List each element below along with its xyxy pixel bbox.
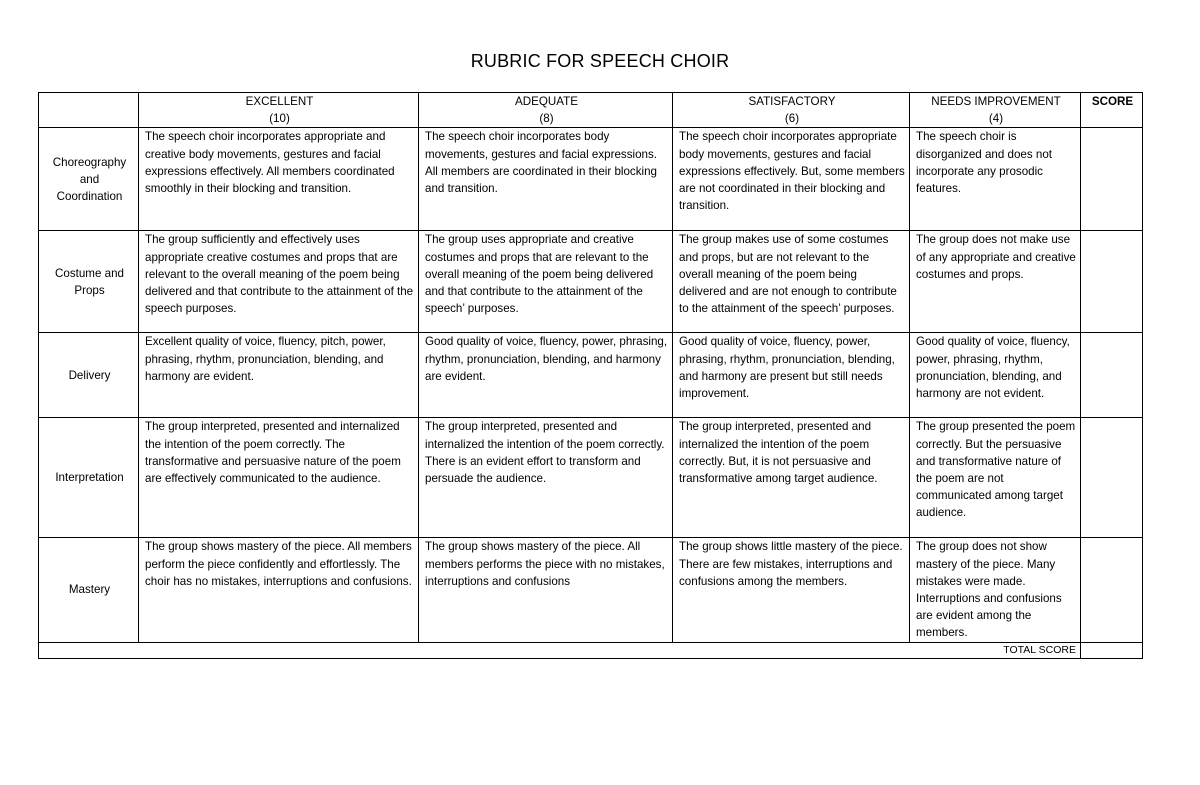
header-adequate [419, 93, 673, 128]
level-points: (6) [784, 112, 800, 126]
table-row [39, 231, 1143, 333]
criterion-name: Delivery [39, 333, 139, 418]
description-needs-improvement: The group does not make use of any appropriate and creative costumes and props. [910, 231, 1081, 333]
criterion-name-line: Props [74, 283, 105, 297]
total-row [39, 642, 1143, 658]
description-needs-improvement: The group presented the poem correctly. But the persuasive and transformative nature of the poem are not communicated among target audience. [910, 418, 1081, 538]
table-row [39, 538, 1143, 642]
score-cell[interactable] [1081, 231, 1143, 333]
total-score-label: TOTAL SCORE [39, 642, 1081, 658]
total-score-cell[interactable] [1081, 642, 1143, 658]
criterion-name-line: Choreography [52, 155, 127, 169]
level-name: EXCELLENT [245, 95, 314, 108]
description-adequate [419, 418, 673, 538]
criterion-name: Interpretation [39, 418, 139, 538]
description-satisfactory: Good quality of voice, fluency, power, phrasing, rhythm, pronunciation, blending, and harmony are present but still needs improvement. [673, 333, 910, 418]
level-name: ADEQUATE [515, 95, 578, 108]
score-cell[interactable] [1081, 538, 1143, 642]
description-satisfactory: The group makes use of some costumes and props, but are not relevant to the overall meaning of the poem being delivered and are not enough to contribute to the attainment of the speech’ purposes. [673, 231, 910, 333]
level-points: (4) [988, 112, 1004, 126]
header-needs-improvement [910, 93, 1081, 128]
header-score: SCORE [1081, 93, 1143, 128]
description-needs-improvement: Good quality of voice, fluency, power, phrasing, rhythm, pronunciation, blending, and harmony are not evident. [910, 333, 1081, 418]
description-needs-improvement: The speech choir is disorganized and does not incorporate any prosodic features. [910, 128, 1081, 231]
criterion-name [39, 128, 139, 231]
table-row [39, 333, 1143, 418]
header-row [39, 93, 1143, 128]
description-excellent: The group shows mastery of the piece. All members perform the piece confidently and effortlessly. The choir has no mistakes, interruptions and confusions. [139, 538, 419, 642]
criterion-name-line: Costume and [55, 266, 124, 280]
page-title: RUBRIC FOR SPEECH CHOIR [470, 51, 730, 71]
criterion-name [39, 231, 139, 333]
header-satisfactory [673, 93, 910, 128]
criterion-name: Mastery [39, 538, 139, 642]
description-needs-improvement: The group does not show mastery of the piece. Many mistakes were made. Interruptions and confusions are evident among the members. [910, 538, 1081, 642]
table-row [39, 128, 1143, 231]
description-text-extra: There is an evident effort to transform and persuade the audience. [425, 454, 641, 486]
level-name: NEEDS IMPROVEMENT [931, 95, 1061, 108]
description-excellent: The speech choir incorporates appropriate and creative body movements, gestures and facial expressions effectively. All members coordinated smoothly in their blocking and transition. [139, 128, 419, 231]
score-cell[interactable] [1081, 333, 1143, 418]
description-excellent: The group interpreted, presented and internalized the intention of the poem correctly. The transformative and persuasive nature of the poem are effectively communicated to the audience. [139, 418, 419, 538]
description-satisfactory: The group shows little mastery of the piece. There are few mistakes, interruptions and confusions among the members. [673, 538, 910, 642]
description-adequate: The group shows mastery of the piece. All members performs the piece with no mistakes, interruptions and confusions [419, 538, 673, 642]
level-points: (8) [539, 112, 554, 126]
description-text: The group interpreted, presented and internalized the intention of the poem correctly. [425, 420, 665, 451]
description-adequate: The group uses appropriate and creative costumes and props that are relevant to the overall meaning of the poem being delivered and that contribute to the attainment of the speech’ purposes. [419, 231, 673, 333]
rubric-table [38, 92, 1143, 659]
description-adequate: The speech choir incorporates body movements, gestures and facial expressions. All members are coordinated in their blocking and transition. [419, 128, 673, 231]
description-satisfactory: The group interpreted, presented and internalized the intention of the poem correctly. But, it is not persuasive and transformative among target audience. [673, 418, 910, 538]
header-criteria-cell [39, 93, 139, 128]
score-cell[interactable] [1081, 128, 1143, 231]
table-row [39, 418, 1143, 538]
description-excellent: Excellent quality of voice, fluency, pitch, power, phrasing, rhythm, pronunciation, blending, and harmony are evident. [139, 333, 419, 418]
score-cell[interactable] [1081, 418, 1143, 538]
description-excellent: The group sufficiently and effectively uses appropriate creative costumes and props that are relevant to the overall meaning of the poem being delivered and that contribute to the attainment of the speech purposes. [139, 231, 419, 333]
description-satisfactory: The speech choir incorporates appropriate body movements, gestures and facial expressions effectively. But, some members are not coordinated in their blocking and transition. [673, 128, 910, 231]
header-excellent [139, 93, 419, 128]
criterion-name-line: Coordination [56, 190, 123, 203]
description-adequate: Good quality of voice, fluency, power, phrasing, rhythm, pronunciation, blending, and harmony are evident. [419, 333, 673, 418]
criterion-name-line: and [79, 172, 100, 186]
level-points: (10) [269, 112, 290, 126]
level-name: SATISFACTORY [748, 95, 836, 108]
